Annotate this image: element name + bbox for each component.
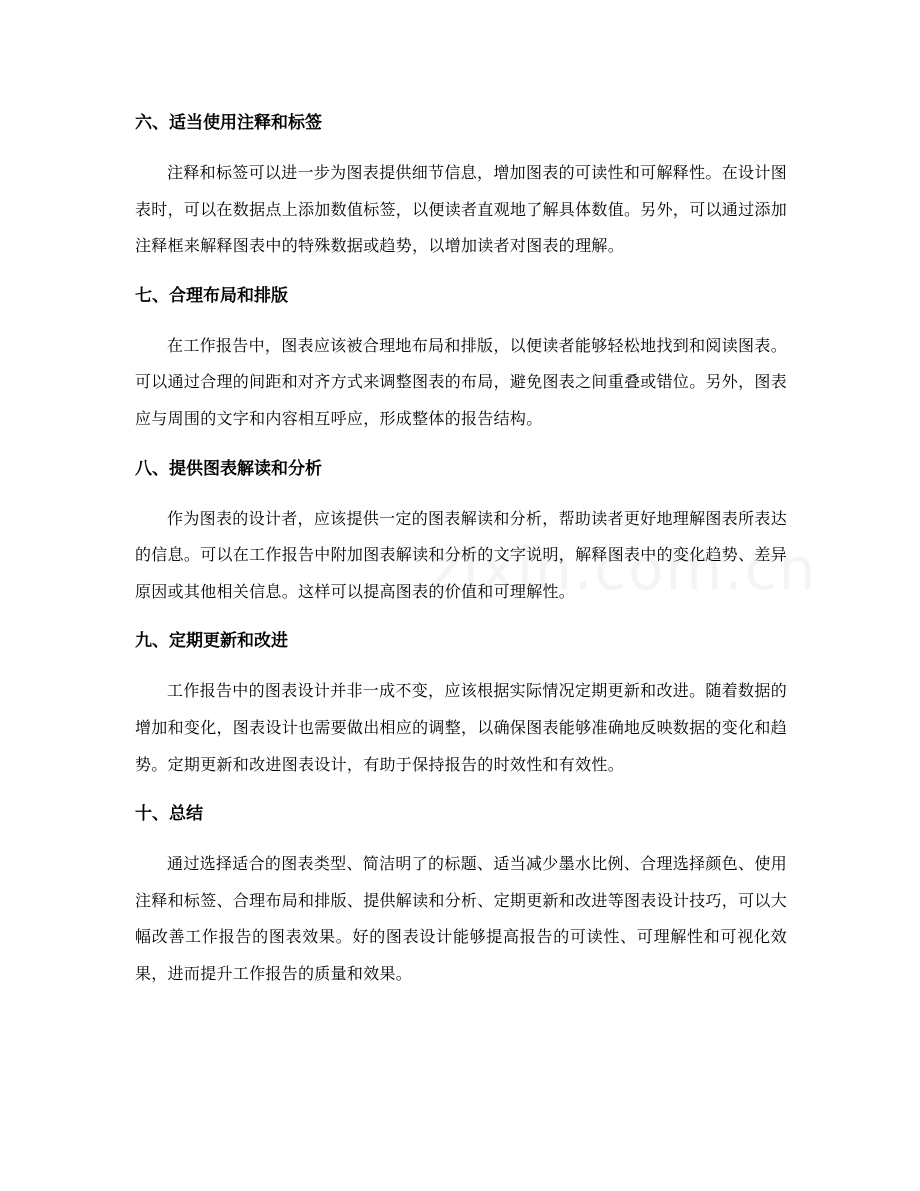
section-10 bbox=[135, 797, 787, 992]
section-6 bbox=[135, 106, 787, 279]
document-content bbox=[135, 106, 787, 993]
section-paragraph: 作为图表的设计者，应该提供一定的图表解读和分析，帮助读者更好地理解图表所表达的信息。可以在工作报告中附加图表解读和分析的文字说明，解释图表中的变化趋势、差异原因或其他相关信息。这样可以提高图表的价值和可理解性。 bbox=[135, 508, 788, 601]
section-8 bbox=[135, 452, 787, 625]
section-heading: 七、合理布局和排版 bbox=[135, 285, 288, 306]
section-paragraph: 工作报告中的图表设计并非一成不变，应该根据实际情况定期更新和改进。随着数据的增加和变化，图表设计也需要做出相应的调整，以确保图表能够准确地反映数据的变化和趋势。定期更新和改进图表设计，有助于保持报告的时效性和有效性。 bbox=[135, 681, 788, 774]
section-paragraph: 注释和标签可以进一步为图表提供细节信息，增加图表的可读性和可解释性。在设计图表时，可以在数据点上添加数值标签，以便读者直观地了解具体数值。另外，可以通过添加注释框来解释图表中的特殊数据或趋势，以增加读者对图表的理解。 bbox=[135, 163, 788, 256]
section-heading: 八、提供图表解读和分析 bbox=[135, 458, 322, 479]
section-9 bbox=[135, 624, 787, 797]
section-heading: 九、定期更新和改进 bbox=[135, 631, 288, 652]
section-paragraph: 在工作报告中，图表应该被合理地布局和排版，以便读者能够轻松地找到和阅读图表。可以通过合理的间距和对齐方式来调整图表的布局，避免图表之间重叠或错位。另外，图表应与周围的文字和内容相互呼应，形成整体的报告结构。 bbox=[135, 335, 788, 428]
section-7 bbox=[135, 279, 787, 452]
section-paragraph: 通过选择适合的图表类型、简洁明了的标题、适当减少墨水比例、合理选择颜色、使用注释和标签、合理布局和排版、提供解读和分析、定期更新和改进等图表设计技巧，可以大幅改善工作报告的图表效果。好的图表设计能够提高报告的可读性、可理解性和可视化效果，进而提升工作报告的质量和效果。 bbox=[135, 854, 788, 983]
section-heading: 六、适当使用注释和标签 bbox=[135, 113, 322, 133]
section-heading: 十、总结 bbox=[135, 804, 203, 825]
